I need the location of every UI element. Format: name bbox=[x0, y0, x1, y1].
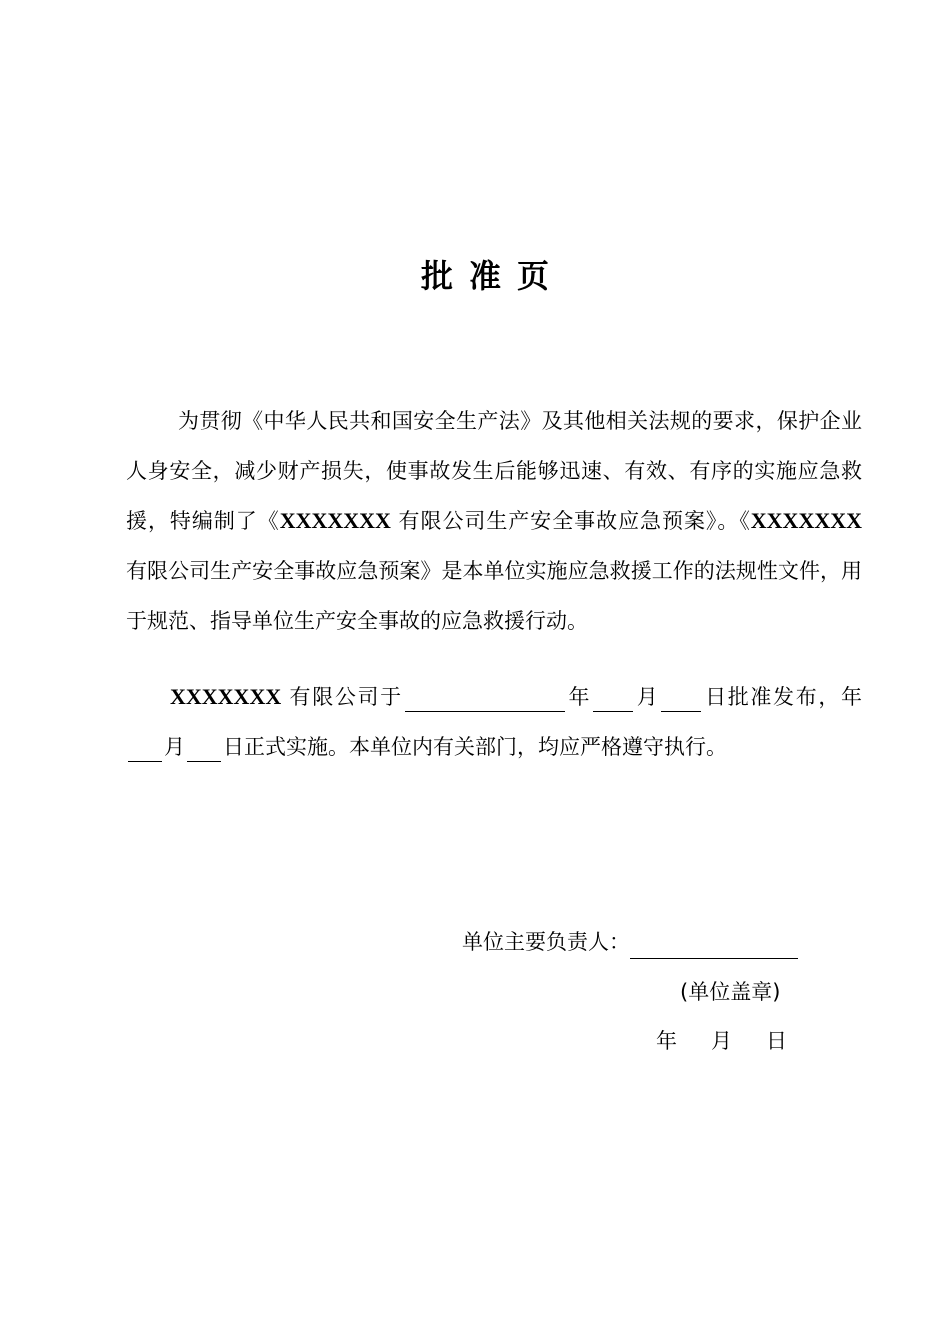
plan-name-text: 有限公司生产安全事故应急预案》。《 bbox=[390, 509, 751, 533]
signature-row bbox=[462, 918, 798, 966]
signature-blank-field[interactable] bbox=[630, 928, 798, 959]
intro-paragraph bbox=[126, 396, 862, 646]
publish-text: 日批准发布， bbox=[703, 685, 842, 709]
intro-text: 为贯彻《中华人民共和国安全生产法》及其他相关法规的要求，保护企业人身安全，减少财产损失，使事故发生后能够迅速、有效、有序的实施应急救援，特编制了《 bbox=[126, 409, 862, 533]
issued-text: 有限公司于 bbox=[281, 685, 403, 709]
signature-date bbox=[656, 1016, 787, 1066]
company-placeholder: XXXXXXX bbox=[279, 508, 391, 533]
signature-label: 单位主要负责人： bbox=[462, 930, 630, 954]
effective-text: 日正式实施。本单位内有关部门，均应严格遵守执行。 bbox=[223, 735, 727, 759]
date-month-label: 月 bbox=[711, 1029, 732, 1053]
date-day-label: 日 bbox=[766, 1029, 787, 1053]
plan-description-text: 有限公司生产安全事故应急预案》是本单位实施应急救援工作的法规性文件，用于规范、指导单位生产安全事故的应急救援行动。 bbox=[126, 559, 862, 633]
month-blank-field[interactable] bbox=[593, 685, 633, 712]
company-placeholder: XXXXXXX bbox=[750, 508, 862, 533]
month-label: 月 bbox=[164, 735, 185, 759]
date-blank-field[interactable] bbox=[405, 685, 565, 712]
month-blank-field[interactable] bbox=[128, 735, 162, 762]
month-label: 月 bbox=[635, 685, 660, 709]
date-year-label: 年 bbox=[656, 1029, 677, 1053]
release-paragraph bbox=[126, 672, 862, 772]
year-label: 年 bbox=[841, 685, 863, 709]
company-placeholder: XXXXXXX bbox=[170, 684, 282, 709]
day-blank-field[interactable] bbox=[661, 685, 701, 712]
year-label: 年 bbox=[566, 685, 592, 709]
page-title: 批准页 bbox=[420, 257, 565, 295]
day-blank-field[interactable] bbox=[187, 735, 221, 762]
seal-note: (单位盖章) bbox=[680, 980, 781, 1004]
